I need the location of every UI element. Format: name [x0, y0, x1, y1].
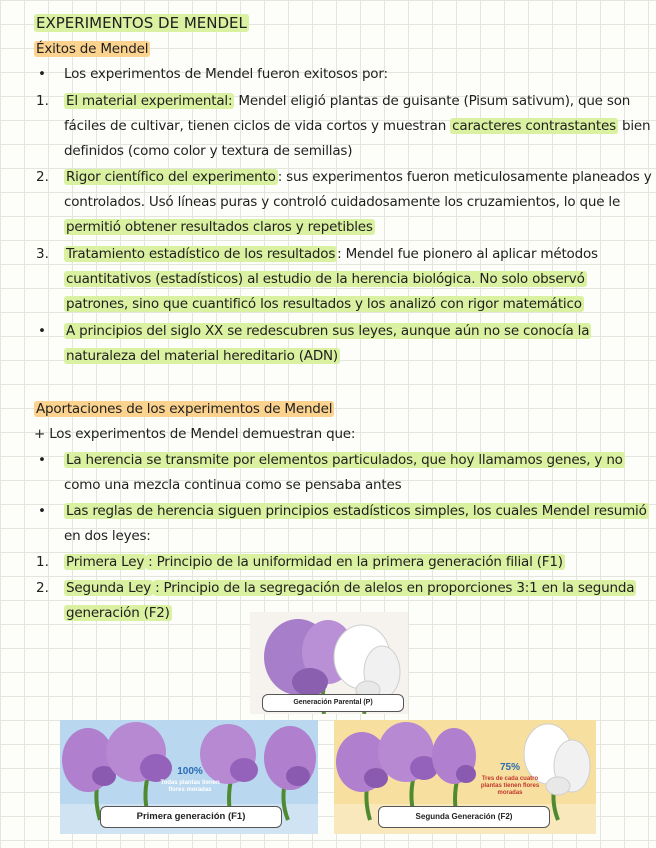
section2-intro: + Los experimentos de Mendel demuestran que:: [34, 426, 356, 442]
item3-line2: cuantitativos (estadísticos) al estudio de la herencia biológica. No solo observó: [66, 271, 585, 287]
item3-line1: Tratamiento estadístico de los resultados : Mendel fue pionero al aplicar métodos: [66, 246, 598, 262]
list-number: 2.: [36, 169, 49, 185]
item1-line3: definidos (como color y textura de semillas): [64, 143, 353, 159]
f2-note: Tres de cada cuatro plantas tienen flores moradas: [480, 776, 540, 796]
item1-line2: fáciles de cultivar, tienen ciclos de vida cortos y muestran caracteres contrastantes bien: [64, 118, 651, 134]
list-number: 3.: [36, 246, 49, 262]
caption-f2: Segunda Generación (F2): [378, 806, 550, 828]
section-heading-exitos: Éxitos de Mendel: [36, 41, 149, 57]
item2-line1: Rigor científico del experimento : sus experimentos fueron meticulosamente planeados y: [66, 169, 652, 185]
item4-line2: naturaleza del material hereditario (ADN): [66, 348, 338, 364]
list-number: 2.: [36, 580, 49, 596]
law1-line1: Primera Ley : Principio de la uniformidad en la primera generación filial (F1): [66, 554, 563, 570]
b2-line2: en dos leyes:: [64, 528, 151, 544]
f1-percent: 100%: [177, 766, 203, 777]
f1-note: Todas plantas tienen flores moradas: [160, 780, 220, 793]
section-heading-aportaciones: Aportaciones de los experimentos de Mendel: [36, 401, 333, 417]
item2-line2: controlados. Usó líneas puras y controló cuidadosamente los cruzamientos, lo que le: [64, 194, 621, 210]
item1-line1: El material experimental: Mendel eligió plantas de guisante (Pisum sativum), que son: [66, 93, 631, 109]
f2-percent: 75%: [499, 762, 520, 773]
bullet-dot: •: [38, 323, 46, 339]
b1-line2: como una mezcla continua como se pensaba antes: [64, 477, 402, 493]
bullet-dot: •: [38, 452, 46, 468]
caption-f1: Primera generación (F1): [100, 806, 282, 828]
page-title: EXPERIMENTOS DE MENDEL: [36, 14, 247, 32]
item4-line1: A principios del siglo XX se redescubren sus leyes, aunque aún no se conocía la: [66, 323, 590, 339]
b1-line1: La herencia se transmite por elementos particulados, que hoy llamamos genes, y no: [66, 452, 623, 468]
bullet-dot: •: [38, 66, 46, 82]
law2-line2: generación (F2): [66, 605, 170, 621]
item3-line3: patrones, sino que cuantificó los resultados y los analizó con rigor matemático: [66, 296, 582, 312]
item2-line3: permitió obtener resultados claros y repetibles: [66, 219, 373, 235]
list-number: 1.: [36, 554, 49, 570]
bullet-dot: •: [38, 503, 46, 519]
caption-parental: Generación Parental (P): [262, 694, 404, 712]
list-number: 1.: [36, 93, 49, 109]
b2-line1: Las reglas de herencia siguen principios estadísticos simples, los cuales Mendel resumió: [66, 503, 647, 519]
section1-intro: Los experimentos de Mendel fueron exitosos por:: [64, 66, 388, 82]
law2-line1: Segunda Ley : Principio de la segregación de alelos en proporciones 3:1 en la segunda: [66, 580, 635, 596]
